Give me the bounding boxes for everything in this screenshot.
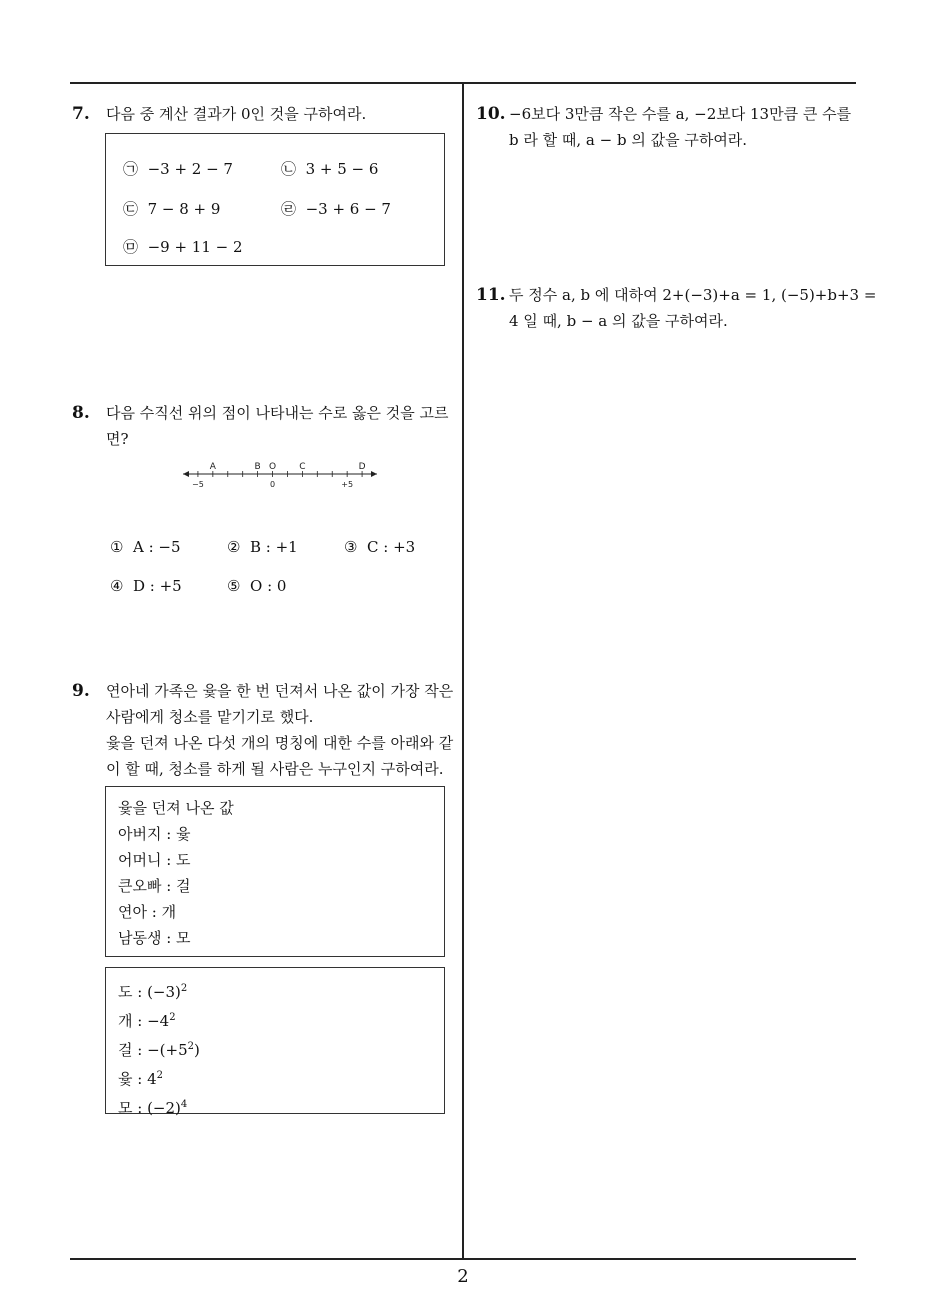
point-label: O [268,462,277,472]
choice: ② B : +1 [227,538,298,556]
question-number: 10. [476,104,506,124]
question-text: 두 정수 a, b 에 대하여 2+(−3)+a = 1, (−5)+b+3 = 4 일 때, b − a 의 값을 구하여라. [509,286,877,330]
yut-value: 모 : $(-2)^4$ [118,1099,188,1117]
choice: ① A : −5 [110,538,181,556]
question-text: 다음 수직선 위의 점이 나타내는 수로 옳은 것을 고르 면? [106,404,449,448]
option: ㉠ −3 + 2 − 7 [123,160,233,178]
arrow-left-icon [183,471,189,477]
question-text: 연아네 가족은 윷을 한 번 던져서 나온 값이 가장 작은 사람에게 청소를 맡기기로 했다. 윷을 던져 나온 다섯 개의 명칭에 대한 수를 아래와 같 이 할 때, 청소를 하게 될 사람은 누구인지 구하여라. [106,682,454,778]
column-divider [462,82,464,1259]
question-number: 8. [72,403,90,423]
yut-values-box [105,967,445,1117]
options-box [105,133,445,266]
choice: ⑤ O : 0 [227,577,287,595]
yut-value: 걸 : $-(+5^2)$ [118,1041,200,1059]
choice: ③ C : +3 [344,538,416,556]
point-label: B [254,462,261,472]
point-label: A [209,462,216,472]
option: ㉤ −9 + 11 − 2 [123,238,243,256]
yut-value: 도 : $(-3)^2$ [118,983,188,1001]
number-line [175,458,385,492]
bottom-rule [70,1258,856,1260]
question-number: 11. [476,285,506,305]
tick-label: 0 [269,480,276,489]
arrow-right-icon [371,471,377,477]
yut-value: 개 : $-4^2$ [118,1012,176,1030]
question-text: 다음 중 계산 결과가 0인 것을 구하여라. [106,105,367,123]
tick-label: +5 [341,480,354,489]
option: ㉣ −3 + 6 − 7 [281,200,391,218]
point-label: C [299,462,306,472]
option: ㉢ 7 − 8 + 9 [123,200,221,218]
tick-label: −5 [192,480,204,489]
question-number: 7. [72,104,90,124]
option: ㉡ 3 + 5 − 6 [281,160,379,178]
point-label: D [358,462,366,472]
yut-value: 윷 : $4^2$ [118,1070,163,1088]
yut-results-box: 윷을 던져 나온 값 아버지 : 윷 어머니 : 도 큰오빠 : 걸 연아 : 개 남동생 : 모 [105,786,445,957]
page-number: 2 [457,1266,469,1287]
choice: ④ D : +5 [110,577,182,595]
question-number: 9. [72,681,90,701]
question-text: −6보다 3만큼 작은 수를 a, −2보다 13만큼 큰 수를 b 라 할 때, a − b 의 값을 구하여라. [509,105,852,149]
